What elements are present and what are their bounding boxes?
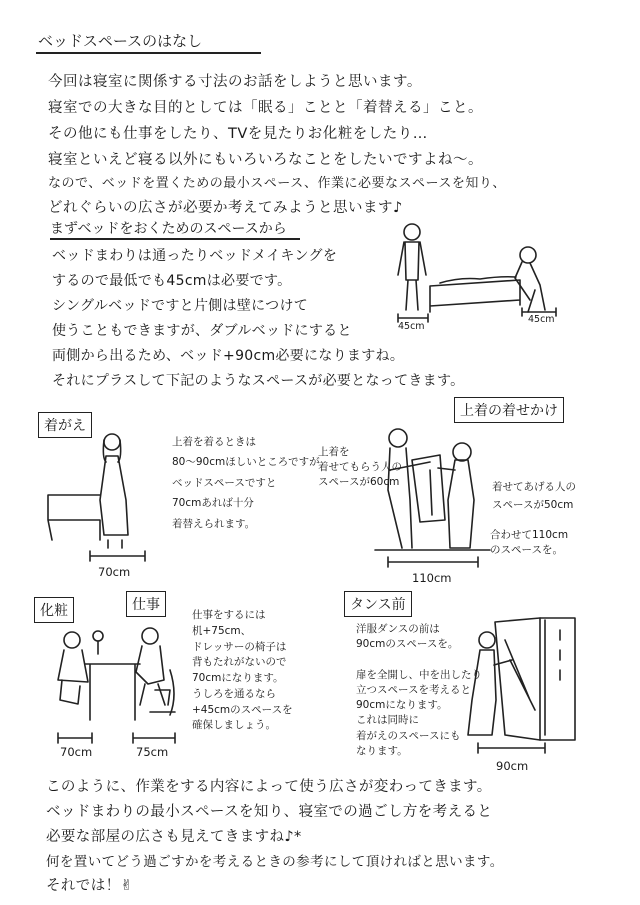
uwagi-note-total: 合わせて110cm のスペースを。 xyxy=(490,529,569,557)
kesho-dim: 70cm xyxy=(60,745,93,759)
bed-dim-left: 45cm xyxy=(398,321,425,332)
bed-line: シングルベッドですと片側は壁につけて xyxy=(52,298,309,314)
outro-line: このように、作業をする内容によって使う広さが変わってきます。 xyxy=(46,779,492,795)
intro-line: その他にも仕事をしたり、TVを見たりお化粧をしたり… xyxy=(48,126,428,142)
bed-line: 使うこともできますが、ダブルベッドにすると xyxy=(52,323,352,339)
bed-illustration xyxy=(398,224,556,322)
bed-line: するので最低でも45cmは必要です。 xyxy=(52,273,292,289)
shigoto-dim: 75cm xyxy=(136,745,169,759)
uwagi-label: 上着の着せかけ xyxy=(454,397,564,423)
uwagi-dim: 110cm xyxy=(412,571,452,585)
shigoto-note: 仕事をするには 机+75cm、 ドレッサーの椅子は 背もたれがないので 70cmになります。 うしろを通るなら +45cmのスペースを 確保しましょう。 xyxy=(192,609,293,732)
outro-line: 何を置いてどう過ごすかを考えるときの参考にして頂ければと思います。 xyxy=(46,854,504,870)
uwagi-note-left: 上着を 着せてもらう人の スペースが60cm xyxy=(318,446,402,489)
tansu-note: 洋服ダンスの前は 90cmのスペースを。 扉を全開し、中を出したり 立つスペースを考えると 90cmになります。 これは同時に 着がえのスペースにも なります。 xyxy=(356,623,482,757)
bed-heading-underline xyxy=(50,238,300,240)
desk-illustration xyxy=(58,628,175,743)
kigae-note: 上着を着るときは 80～90cmほしいところですが ベッドスペースですと 70cmあれば十分 着替えられます。 xyxy=(172,436,320,530)
bed-line: ベッドまわりは通ったりベッドメイキングを xyxy=(52,248,338,264)
bed-section-heading: まずベッドをおくためのスペースから xyxy=(50,221,287,237)
uwagi-note-right: 着せてあげる人の スペースが50cm xyxy=(492,481,576,512)
intro-line: 寝室といえど寝る以外にもいろいろなことをしたいですよね～。 xyxy=(48,152,483,168)
tansu-dim: 90cm xyxy=(496,759,529,773)
shigoto-label: 仕事 xyxy=(126,591,166,617)
intro-line: なので、ベッドを置くための最小スペース、作業に必要なスペースを知り、 xyxy=(48,176,506,191)
bed-line: 両側から出るため、ベッド+90cm必要になりますね。 xyxy=(52,348,405,364)
outro-line: 必要な部屋の広さも見えてきますね♪* xyxy=(46,829,302,845)
kigae-label: 着がえ xyxy=(38,412,92,438)
title-underline xyxy=(36,52,261,54)
kesho-label: 化粧 xyxy=(34,597,74,623)
bed-line: それにプラスして下記のようなスペースが必要となってきます。 xyxy=(52,373,465,389)
outro-line: それでは！✌ xyxy=(46,878,134,894)
intro-line: どれぐらいの広さが必要か考えてみようと思います♪ xyxy=(48,200,403,216)
outro-line: ベッドまわりの最小スペースを知り、寝室での過ごし方を考えると xyxy=(46,804,493,820)
kigae-illustration xyxy=(48,434,145,561)
intro-line: 今回は寝室に関係する寸法のお話をしようと思います。 xyxy=(48,74,422,90)
kigae-dim: 70cm xyxy=(98,565,131,579)
bed-dim-right: 45cm xyxy=(528,314,555,325)
tansu-label: タンス前 xyxy=(344,591,412,617)
intro-line: 寝室での大きな目的としては「眠る」ことと「着替える」こと。 xyxy=(48,100,483,116)
tansu-illustration xyxy=(468,618,575,753)
page-title: ベッドスペースのはなし xyxy=(38,32,203,50)
